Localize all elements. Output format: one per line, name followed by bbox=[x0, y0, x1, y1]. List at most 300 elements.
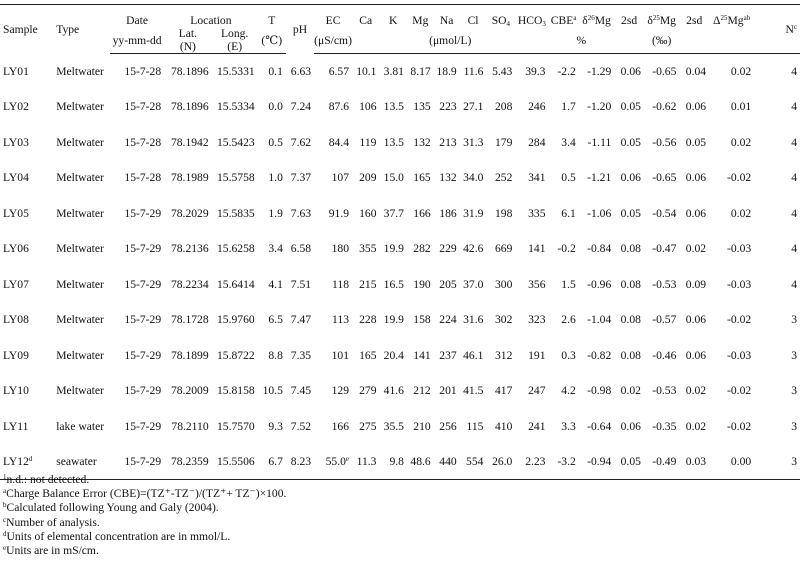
cell-so4: 417 bbox=[494, 384, 513, 398]
cell-sd1: 0.02 bbox=[620, 384, 641, 398]
cell-lat: 78.2234 bbox=[170, 277, 209, 291]
cell-d25: -0.49 bbox=[644, 444, 679, 480]
cell-lat: 78.2110 bbox=[171, 419, 209, 433]
cell-mg: 8.17 bbox=[410, 65, 431, 78]
cell-n: 4 bbox=[791, 242, 797, 256]
cell-date: 15-7-29 bbox=[124, 419, 162, 433]
cell-sd2: 0.05 bbox=[685, 135, 707, 149]
cell-date: 15-7-29 bbox=[124, 242, 162, 256]
cell-ph: 7.52 bbox=[290, 419, 312, 433]
cell-so4: 252 bbox=[494, 171, 513, 185]
data-table bbox=[0, 4, 800, 480]
cell-d25: -0.56 bbox=[652, 135, 677, 149]
cell-so4: 300 bbox=[494, 277, 513, 291]
cell-mg: 48.6 bbox=[407, 444, 434, 480]
cell-n: 3 bbox=[791, 419, 797, 433]
cell-ec: 84.4 bbox=[328, 135, 350, 149]
cell-ca: 160 bbox=[359, 206, 377, 220]
cell-na: 132 bbox=[439, 171, 457, 185]
table-row bbox=[0, 54, 800, 90]
cell-hco3: 284 bbox=[528, 135, 546, 149]
col-d25mg: $\delta^{25}Mg$ bbox=[647, 14, 676, 27]
col-d26mg: $\delta^{26}Mg$ bbox=[582, 14, 611, 27]
cell-ph: 6.63 bbox=[290, 64, 312, 78]
cell-type: Meltwater bbox=[56, 171, 104, 185]
cell-d25: -0.35 bbox=[652, 419, 677, 433]
col-ec: EC bbox=[325, 14, 341, 27]
cell-cl: 37.0 bbox=[463, 277, 484, 291]
cell-sd1: 0.05 bbox=[620, 135, 641, 149]
cell-ec: 107 bbox=[331, 171, 350, 185]
cell-sample: LY03 bbox=[3, 135, 29, 149]
cell-d26: -1.11 bbox=[587, 135, 612, 149]
cell-ca: 165 bbox=[359, 348, 377, 362]
col-hco3: $HCO_3$ bbox=[517, 14, 546, 28]
cell-na: 201 bbox=[439, 384, 457, 398]
cell-hco3: 39.3 bbox=[525, 65, 546, 78]
cell-sd1: 0.08 bbox=[620, 348, 641, 362]
cell-d25: -0.53 bbox=[652, 277, 677, 291]
col-2sd-1: 2sd bbox=[621, 14, 638, 27]
cell-t: 1.0 bbox=[268, 171, 283, 185]
cell-d25: -0.57 bbox=[652, 313, 677, 327]
cell-mg: 158 bbox=[413, 313, 431, 327]
cell-cap: -0.02 bbox=[727, 171, 752, 185]
cell-d26: -0.82 bbox=[587, 348, 612, 362]
cell-d25: -0.65 bbox=[652, 171, 677, 185]
cell-sd2: 0.09 bbox=[685, 277, 707, 291]
cell-d26: -0.94 bbox=[579, 444, 614, 480]
cell-long: 15.6414 bbox=[216, 277, 255, 291]
cell-d26: -1.04 bbox=[587, 313, 612, 327]
cell-hco3: 191 bbox=[528, 348, 546, 362]
cell-k: 13.5 bbox=[383, 135, 404, 149]
cell-long: 15.9760 bbox=[216, 313, 255, 327]
cell-ph: 7.35 bbox=[290, 348, 312, 362]
cell-ec: 166 bbox=[331, 419, 350, 433]
col-t: T bbox=[268, 14, 276, 27]
cell-mg: 212 bbox=[413, 384, 431, 398]
cell-n: 3 bbox=[791, 348, 797, 362]
cell-cl: 41.5 bbox=[463, 384, 484, 398]
cell-k: 19.9 bbox=[383, 242, 404, 256]
cell-cl: 554 bbox=[460, 444, 487, 480]
cell-mg: 132 bbox=[413, 135, 431, 149]
cell-t: 0.5 bbox=[268, 135, 283, 149]
cell-cl: 115 bbox=[466, 419, 484, 433]
cell-na: 223 bbox=[439, 100, 457, 114]
footnote: $^d$Units of elemental concentration are in mmol/L. bbox=[3, 529, 231, 543]
cell-hco3: 2.23 bbox=[515, 444, 548, 480]
cell-ca: 209 bbox=[359, 171, 377, 185]
cell-sample: LY08 bbox=[3, 313, 29, 327]
cell-cap: -0.03 bbox=[727, 242, 752, 256]
cell-sd2: 0.02 bbox=[685, 419, 707, 433]
cell-ca: 279 bbox=[359, 384, 377, 398]
cell-n: 3 bbox=[791, 313, 797, 327]
cell-type: Meltwater bbox=[56, 313, 104, 327]
cell-k: 35.5 bbox=[383, 419, 404, 433]
cell-long: 15.5758 bbox=[216, 171, 255, 185]
cell-ph: 7.63 bbox=[290, 206, 312, 220]
col-n: $N^c$ bbox=[785, 22, 797, 36]
col-ca: Ca bbox=[359, 14, 373, 27]
cell-t: 10.5 bbox=[262, 384, 283, 398]
col-permil: (‰) bbox=[614, 27, 709, 54]
cell-n: 4 bbox=[791, 65, 797, 78]
cell-date: 15-7-29 bbox=[124, 206, 162, 220]
cell-ph: 6.58 bbox=[290, 242, 312, 256]
cell-d26: -1.29 bbox=[587, 65, 612, 78]
col-ec-unit: (μS/cm) bbox=[314, 27, 352, 54]
cell-t: 6.7 bbox=[258, 444, 286, 480]
cell-type: Meltwater bbox=[56, 242, 104, 256]
cell-sd1: 0.05 bbox=[620, 206, 641, 220]
cell-cbe: 0.3 bbox=[561, 348, 576, 362]
cell-k: 13.5 bbox=[383, 100, 404, 114]
cell-cap: 0.02 bbox=[730, 206, 752, 220]
cell-cbe: 4.2 bbox=[561, 384, 576, 398]
cell-ph: 8.23 bbox=[286, 444, 314, 480]
cell-t: 0.0 bbox=[268, 100, 283, 114]
cell-mg: 282 bbox=[413, 242, 431, 256]
col-type: Type bbox=[56, 22, 80, 36]
cell-sample: LY09 bbox=[3, 348, 29, 362]
cell-sd1: 0.08 bbox=[620, 313, 641, 327]
cell-sd2: 0.04 bbox=[685, 65, 707, 78]
cell-long: 15.8158 bbox=[216, 384, 255, 398]
cell-d25: -0.62 bbox=[652, 100, 677, 114]
cell-long: 15.7570 bbox=[216, 419, 255, 433]
cell-n: 4 bbox=[791, 135, 797, 149]
col-t-unit: (℃) bbox=[258, 27, 286, 54]
cell-sd1: 0.08 bbox=[620, 277, 641, 291]
cell-ca: 106 bbox=[359, 100, 377, 114]
cell-cap: 0.01 bbox=[730, 100, 752, 114]
cell-n: 4 bbox=[791, 100, 797, 114]
cell-hco3: 335 bbox=[528, 206, 546, 220]
cell-cbe: -0.2 bbox=[557, 242, 576, 256]
cell-ec: 180 bbox=[331, 242, 350, 256]
col-cbe: CBE$^a$ bbox=[550, 14, 577, 27]
cell-sample: LY11 bbox=[3, 419, 29, 433]
cell-lat: 78.2029 bbox=[170, 206, 209, 220]
cell-date: 15-7-29 bbox=[124, 348, 162, 362]
cell-sample: LY01 bbox=[3, 64, 29, 78]
cell-na: 186 bbox=[439, 206, 457, 220]
cell-cbe: -2.2 bbox=[557, 65, 576, 78]
cell-d25: -0.54 bbox=[652, 206, 677, 220]
cell-cbe: 0.5 bbox=[561, 171, 576, 185]
table-row bbox=[0, 373, 800, 409]
cell-k: 9.8 bbox=[379, 444, 406, 480]
cell-long: 15.5835 bbox=[216, 206, 255, 220]
cell-t: 9.3 bbox=[268, 419, 283, 433]
table-row bbox=[0, 89, 800, 125]
cell-cap: -0.03 bbox=[727, 277, 752, 291]
cell-n: 4 bbox=[791, 277, 797, 291]
cell-sd2: 0.06 bbox=[685, 348, 707, 362]
cell-d26: -0.98 bbox=[587, 384, 612, 398]
cell-cbe: 3.4 bbox=[561, 135, 576, 149]
cell-so4: 26.0 bbox=[486, 444, 515, 480]
cell-so4: 410 bbox=[494, 419, 513, 433]
cell-type: Meltwater bbox=[56, 100, 104, 114]
cell-d25: -0.65 bbox=[652, 65, 677, 78]
cell-date: 15-7-28 bbox=[124, 171, 162, 185]
cell-cl: 31.9 bbox=[463, 206, 484, 220]
cell-k: 37.7 bbox=[383, 206, 404, 220]
cell-so4: 669 bbox=[494, 242, 513, 256]
cell-hco3: 246 bbox=[528, 100, 546, 114]
cell-type: seawater bbox=[48, 444, 110, 480]
cell-n: 4 bbox=[791, 171, 797, 185]
cell-d26: -0.84 bbox=[587, 242, 612, 256]
cell-type: Meltwater bbox=[56, 384, 104, 398]
cell-long: 15.5331 bbox=[216, 65, 255, 78]
col-mg: Mg bbox=[412, 14, 429, 27]
cell-cbe: 3.3 bbox=[561, 419, 576, 433]
cell-d26: -1.06 bbox=[587, 206, 612, 220]
cell-t: 4.1 bbox=[268, 277, 283, 291]
footnote: $^b$Calculated following Young and Galy (2004). bbox=[3, 501, 219, 515]
cell-cap: -0.02 bbox=[727, 384, 752, 398]
table-row bbox=[0, 338, 800, 374]
cell-n: 3 bbox=[754, 444, 800, 480]
cell-sd2: 0.03 bbox=[679, 444, 709, 480]
cell-mg: 190 bbox=[413, 277, 431, 291]
cell-date: 15-7-29 bbox=[110, 444, 164, 480]
cell-so4: 5.43 bbox=[492, 65, 513, 78]
cell-ph: 7.24 bbox=[290, 100, 312, 114]
cell-sample: LY06 bbox=[3, 242, 29, 256]
cell-mg: 210 bbox=[413, 419, 431, 433]
cell-sd1: 0.06 bbox=[620, 65, 641, 78]
table-header bbox=[0, 5, 800, 54]
footnote: $^c$Number of analysis. bbox=[3, 515, 100, 529]
cell-t: 8.8 bbox=[268, 348, 283, 362]
table-row bbox=[0, 409, 800, 445]
cell-t: 6.5 bbox=[268, 313, 283, 327]
col-location: Location bbox=[190, 14, 232, 27]
cell-lat: 78.1989 bbox=[170, 171, 209, 185]
cell-hco3: 323 bbox=[528, 313, 546, 327]
cell-lat: 78.1896 bbox=[170, 100, 209, 114]
col-long: Long. (E) bbox=[212, 27, 258, 54]
cell-ca: 275 bbox=[359, 419, 377, 433]
cell-k: 15.0 bbox=[383, 171, 404, 185]
table-row bbox=[0, 231, 800, 267]
cell-cap: 0.00 bbox=[709, 444, 754, 480]
cell-date: 15-7-29 bbox=[124, 277, 162, 291]
cell-mg: 166 bbox=[413, 206, 431, 220]
cell-ca: 355 bbox=[359, 242, 377, 256]
cell-cap: 0.02 bbox=[730, 65, 752, 78]
cell-ph: 7.45 bbox=[290, 384, 312, 398]
cell-ph: 7.47 bbox=[290, 313, 312, 327]
cell-n: 4 bbox=[791, 206, 797, 220]
table-row bbox=[0, 125, 800, 161]
cell-na: 224 bbox=[439, 313, 457, 327]
cell-long: 15.8722 bbox=[216, 348, 255, 362]
cell-sd1: 0.06 bbox=[620, 419, 641, 433]
col-lat: Lat. (N) bbox=[164, 27, 212, 54]
cell-ec: 91.9 bbox=[328, 206, 350, 220]
footnote: $^a$Charge Balance Error (CBE)=(TZ⁺-TZ⁻)/(TZ⁺+ TZ⁻)×100. bbox=[3, 487, 287, 501]
col-cbe-unit: % bbox=[548, 27, 614, 54]
cell-date: 15-7-29 bbox=[124, 384, 162, 398]
cell-cl: 31.3 bbox=[463, 135, 484, 149]
cell-cbe: 6.1 bbox=[561, 206, 576, 220]
col-so4: $SO_4$ bbox=[491, 14, 511, 28]
cell-cbe: 1.5 bbox=[561, 277, 576, 291]
cell-sd1: 0.05 bbox=[620, 100, 641, 114]
cell-d26: -0.96 bbox=[587, 277, 612, 291]
cell-so4: 312 bbox=[494, 348, 513, 362]
col-ph: pH bbox=[292, 22, 308, 36]
table-row bbox=[0, 160, 800, 196]
cell-lat: 78.1942 bbox=[170, 135, 209, 149]
col-k: K bbox=[389, 14, 398, 27]
table-row bbox=[0, 302, 800, 338]
cell-mg: 141 bbox=[413, 348, 431, 362]
cell-hco3: 341 bbox=[528, 171, 546, 185]
cell-d25: -0.53 bbox=[652, 384, 677, 398]
cell-k: 16.5 bbox=[383, 277, 404, 291]
cell-so4: 208 bbox=[494, 100, 513, 114]
cell-type: Meltwater bbox=[56, 135, 104, 149]
cell-so4: 198 bbox=[494, 206, 513, 220]
cell-cl: 11.6 bbox=[463, 65, 484, 78]
cell-lat: 78.2009 bbox=[170, 384, 209, 398]
col-date-unit: yy-mm-dd bbox=[110, 27, 164, 54]
cell-lat: 78.2136 bbox=[170, 242, 209, 256]
cell-cbe: 1.7 bbox=[561, 100, 576, 114]
cell-mg: 135 bbox=[413, 100, 431, 114]
cell-na: 256 bbox=[439, 419, 457, 433]
cell-sd2: 0.02 bbox=[685, 242, 707, 256]
cell-ph: 7.62 bbox=[290, 135, 312, 149]
cell-so4: 302 bbox=[494, 313, 513, 327]
cell-ec: 87.6 bbox=[328, 100, 350, 114]
cell-ec: 6.57 bbox=[328, 65, 350, 78]
cell-ca: 119 bbox=[359, 135, 377, 149]
cell-sample: LY12$^d$ bbox=[0, 444, 48, 480]
cell-long: 15.6258 bbox=[216, 242, 255, 256]
col-na: Na bbox=[439, 14, 454, 27]
cell-date: 15-7-28 bbox=[124, 65, 162, 78]
cell-long: 15.5423 bbox=[216, 135, 255, 149]
cell-d26: -0.64 bbox=[587, 419, 612, 433]
cell-so4: 179 bbox=[494, 135, 513, 149]
cell-cap: -0.03 bbox=[727, 348, 752, 362]
col-cap-d25mg: $\Delta^{25}Mg^{ab}$ bbox=[713, 14, 751, 27]
cell-sample: LY10 bbox=[3, 384, 29, 398]
footnotes bbox=[3, 473, 286, 558]
cell-ca: 215 bbox=[359, 277, 377, 291]
cell-hco3: 356 bbox=[528, 277, 546, 291]
cell-type: Meltwater bbox=[56, 64, 104, 78]
cell-t: 0.1 bbox=[268, 65, 283, 78]
cell-sd1: 0.05 bbox=[614, 444, 644, 480]
cell-cl: 31.6 bbox=[463, 313, 484, 327]
cell-cl: 34.0 bbox=[463, 171, 484, 185]
cell-na: 229 bbox=[439, 242, 457, 256]
cell-k: 20.4 bbox=[383, 348, 404, 362]
cell-d26: -1.20 bbox=[587, 100, 612, 114]
cell-type: lake water bbox=[56, 419, 105, 433]
cell-sd2: 0.06 bbox=[685, 206, 707, 220]
cell-lat: 78.1896 bbox=[170, 65, 209, 78]
cell-sd1: 0.08 bbox=[620, 242, 641, 256]
cell-hco3: 241 bbox=[528, 419, 546, 433]
cell-lat: 78.2359 bbox=[164, 444, 212, 480]
cell-sd2: 0.06 bbox=[685, 313, 707, 327]
cell-cbe: -3.2 bbox=[548, 444, 578, 480]
cell-na: 18.9 bbox=[436, 65, 457, 78]
cell-hco3: 141 bbox=[528, 242, 546, 256]
cell-d25: -0.46 bbox=[652, 348, 677, 362]
cell-sample: LY02 bbox=[3, 100, 29, 114]
cell-sd2: 0.02 bbox=[685, 384, 707, 398]
col-sample: Sample bbox=[3, 22, 38, 36]
cell-mg: 165 bbox=[413, 171, 431, 185]
cell-k: 3.81 bbox=[383, 65, 404, 78]
cell-sd1: 0.06 bbox=[620, 171, 641, 185]
cell-t: 3.4 bbox=[268, 242, 283, 256]
cell-cap: -0.02 bbox=[727, 419, 752, 433]
cell-long: 15.5334 bbox=[216, 100, 255, 114]
cell-ca: 228 bbox=[359, 313, 377, 327]
cell-na: 440 bbox=[434, 444, 460, 480]
cell-na: 237 bbox=[439, 348, 457, 362]
cell-ec: 118 bbox=[332, 277, 350, 291]
footnote: $^e$Units are in mS/cm. bbox=[3, 544, 99, 558]
col-date: Date bbox=[126, 14, 149, 27]
cell-sample: LY07 bbox=[3, 277, 29, 291]
cell-na: 213 bbox=[439, 135, 457, 149]
cell-sd2: 0.06 bbox=[685, 100, 707, 114]
cell-type: Meltwater bbox=[56, 206, 104, 220]
cell-ec: 129 bbox=[331, 384, 350, 398]
cell-type: Meltwater bbox=[56, 348, 104, 362]
cell-na: 205 bbox=[439, 277, 457, 291]
table-row bbox=[0, 267, 800, 303]
cell-n: 3 bbox=[791, 384, 797, 398]
cell-t: 1.9 bbox=[268, 206, 283, 220]
cell-date: 15-7-28 bbox=[124, 100, 162, 114]
cell-ec: 101 bbox=[331, 348, 350, 362]
cell-date: 15-7-28 bbox=[124, 135, 162, 149]
cell-ec: 55.0e bbox=[314, 444, 352, 480]
cell-cap: 0.02 bbox=[730, 135, 752, 149]
cell-date: 15-7-29 bbox=[124, 313, 162, 327]
cell-cl: 27.1 bbox=[463, 100, 484, 114]
cell-sample: LY04 bbox=[3, 171, 29, 185]
cell-d25: -0.47 bbox=[652, 242, 677, 256]
col-conc-unit: (μmol/L) bbox=[352, 27, 548, 54]
cell-cbe: 2.6 bbox=[561, 313, 576, 327]
cell-ph: 7.37 bbox=[290, 171, 312, 185]
cell-type: Meltwater bbox=[56, 277, 104, 291]
cell-hco3: 247 bbox=[528, 384, 546, 398]
cell-ph: 7.51 bbox=[290, 277, 312, 291]
cell-cl: 42.6 bbox=[463, 242, 484, 256]
cell-long: 15.5506 bbox=[212, 444, 258, 480]
cell-ec: 113 bbox=[332, 313, 350, 327]
cell-ca: 11.3 bbox=[352, 444, 379, 480]
cell-cl: 46.1 bbox=[463, 348, 484, 362]
